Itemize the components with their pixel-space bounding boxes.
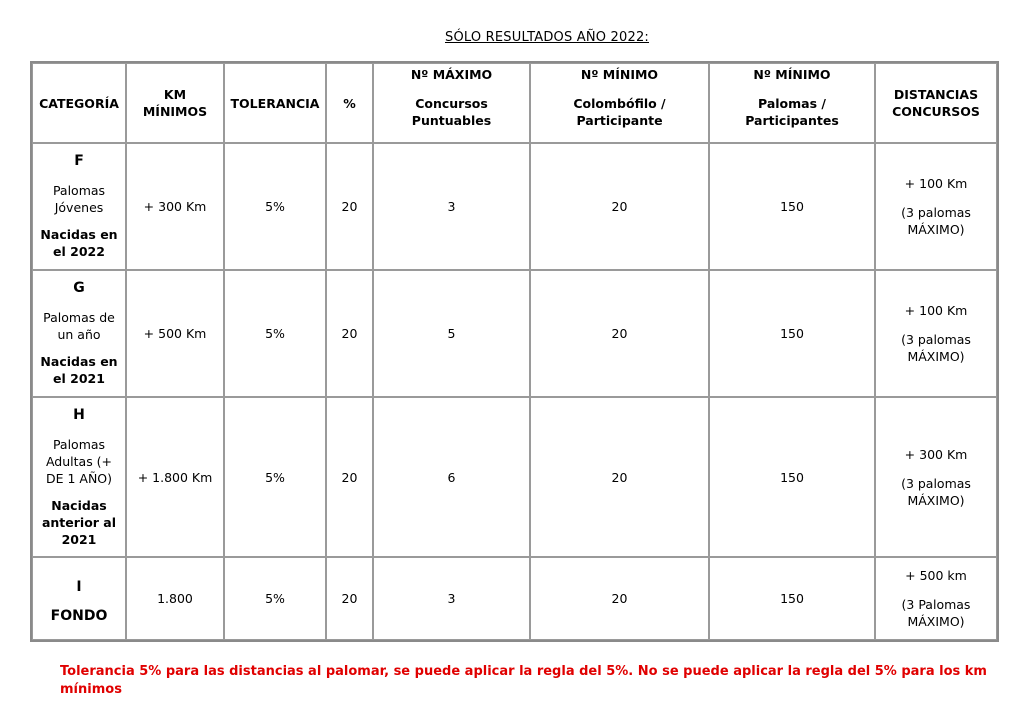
km-minimos-cell: + 500 Km — [126, 270, 224, 397]
min-palomas-cell: 150 — [709, 397, 875, 557]
km-minimos-cell: 1.800 — [126, 557, 224, 640]
table-row-f — [32, 143, 997, 270]
category-born: Nacidas anterior al 2021 — [41, 497, 117, 547]
max-concursos-cell: 5 — [373, 270, 530, 397]
category-description: Palomas Jóvenes — [52, 183, 106, 215]
categoria-cell — [32, 557, 126, 640]
table-row-i — [32, 557, 997, 640]
header-min-colombofilo-sub: Colombófilo / Participante — [573, 96, 666, 128]
min-colombofilo-cell: 20 — [530, 143, 709, 270]
km-minimos-cell: + 1.800 Km — [126, 397, 224, 557]
category-description: FONDO — [50, 607, 108, 624]
header-categoria: CATEGORÍA — [32, 63, 126, 143]
km-minimos-cell: + 300 Km — [126, 143, 224, 270]
porcentaje-cell: 20 — [326, 557, 373, 640]
category-letter: H — [73, 406, 85, 423]
table-row-g — [32, 270, 997, 397]
header-max-concursos-title: Nº MÁXIMO — [410, 67, 493, 82]
category-letter: G — [73, 280, 85, 296]
tolerancia-cell: 5% — [224, 143, 326, 270]
tolerancia-cell: 5% — [224, 397, 326, 557]
header-min-palomas-sub: Palomas / Participantes — [745, 96, 839, 128]
min-colombofilo-cell: 20 — [530, 397, 709, 557]
distance-km: + 100 Km — [904, 303, 968, 318]
page-title: SÓLO RESULTADOS AÑO 2022: — [445, 30, 649, 45]
distance-note: (3 palomas MÁXIMO) — [901, 475, 971, 508]
footer-note: Tolerancia 5% para las distancias al palomar, se puede aplicar la regla del 5%. No se puede aplicar la regla del 5% para los km mínimos — [60, 664, 987, 697]
porcentaje-cell: 20 — [326, 397, 373, 557]
header-max-concursos-sub: Concursos Puntuables — [411, 96, 492, 128]
header-km-minimos: KM MÍNIMOS — [126, 63, 224, 143]
category-description: Palomas Adultas (+ DE 1 AÑO) — [45, 436, 113, 486]
distancias-cell — [875, 557, 997, 640]
category-description: Palomas de un año — [43, 310, 115, 342]
min-palomas-cell: 150 — [709, 270, 875, 397]
categoria-cell — [32, 143, 126, 270]
max-concursos-cell: 3 — [373, 143, 530, 270]
min-colombofilo-cell: 20 — [530, 270, 709, 397]
category-letter: F — [74, 153, 84, 169]
header-min-palomas — [709, 63, 875, 143]
category-born: Nacidas en el 2021 — [40, 354, 118, 386]
distance-km: + 500 km — [905, 568, 967, 583]
distance-note: (3 palomas MÁXIMO) — [901, 205, 971, 237]
header-min-colombofilo-title: Nº MÍNIMO — [580, 67, 659, 82]
header-max-concursos — [373, 63, 530, 143]
category-born: Nacidas en el 2022 — [40, 227, 118, 259]
categoria-cell — [32, 397, 126, 557]
distancias-cell — [875, 270, 997, 397]
category-letter: I — [76, 578, 82, 595]
min-palomas-cell: 150 — [709, 143, 875, 270]
table-row-h — [32, 397, 997, 557]
tolerancia-cell: 5% — [224, 270, 326, 397]
distance-note: (3 palomas MÁXIMO) — [901, 332, 971, 364]
header-porcentaje: % — [326, 63, 373, 143]
categoria-cell — [32, 270, 126, 397]
distance-km: + 100 Km — [904, 176, 968, 191]
header-distancias: DISTANCIAS CONCURSOS — [875, 63, 997, 143]
distancias-cell — [875, 143, 997, 270]
header-row — [32, 63, 997, 143]
distance-note: (3 Palomas MÁXIMO) — [901, 597, 971, 629]
distance-km: + 300 Km — [904, 446, 968, 462]
max-concursos-cell: 6 — [373, 397, 530, 557]
header-min-colombofilo — [530, 63, 709, 143]
min-palomas-cell: 150 — [709, 557, 875, 640]
results-table — [30, 61, 999, 642]
distancias-cell — [875, 397, 997, 557]
porcentaje-cell: 20 — [326, 143, 373, 270]
max-concursos-cell: 3 — [373, 557, 530, 640]
tolerancia-cell: 5% — [224, 557, 326, 640]
header-tolerancia: TOLERANCIA — [224, 63, 326, 143]
min-colombofilo-cell: 20 — [530, 557, 709, 640]
porcentaje-cell: 20 — [326, 270, 373, 397]
header-min-palomas-title: Nº MÍNIMO — [753, 67, 831, 82]
